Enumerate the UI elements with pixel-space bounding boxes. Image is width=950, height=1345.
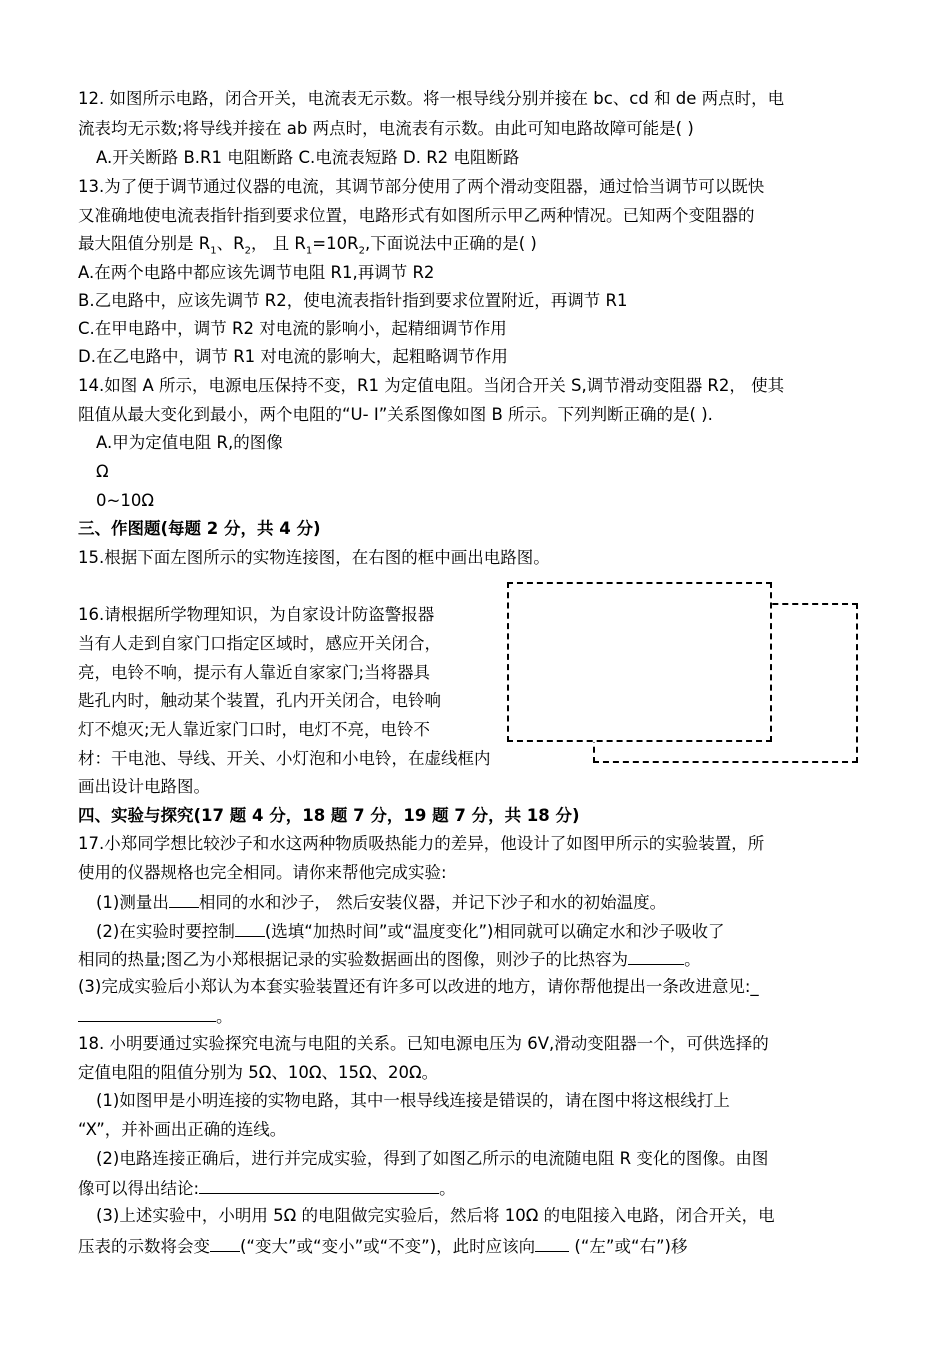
q18-line2: 定值电阻的阻值分别为 5Ω、10Ω、15Ω、20Ω。 xyxy=(78,1063,439,1082)
q18-part2-cont xyxy=(78,1176,456,1200)
q18-part1-cont: “X”，并补画出正确的连线。 xyxy=(78,1120,287,1139)
q18-part2-b: 像可以得出结论: xyxy=(78,1179,200,1198)
q18-part2-c: 。 xyxy=(439,1179,456,1198)
q18-line1: 18. 小明要通过实验探究电流与电阻的关系。已知电源电压为 6V,滑动变阻器一个，可供选择的 xyxy=(78,1034,769,1053)
q16-line6: 材：干电池、导线、开关、小灯泡和小电铃，在虚线框内 xyxy=(78,749,491,768)
q16-line2: 当有人走到自家门口指定区域时，感应开关闭合， xyxy=(78,634,441,653)
q13-option-c: C.在甲电路中，调节 R2 对电流的影响小，起精细调节作用 xyxy=(78,319,507,338)
q18-part3-cont xyxy=(78,1234,687,1258)
subscript-1b: 1 xyxy=(305,245,313,257)
answer-blank[interactable] xyxy=(78,1004,216,1022)
q16-line3: 亮，电铃不响，提示有人靠近自家家门;当将器具 xyxy=(78,663,431,682)
q13-line2: 又准确地使电流表指针指到要求位置，电路形式有如图所示甲乙两种情况。已知两个变阻器的 xyxy=(78,206,755,225)
answer-blank[interactable] xyxy=(169,890,199,908)
q17-part2-d: 。 xyxy=(684,950,701,969)
subscript-2b: 2 xyxy=(358,245,365,257)
q13-line3-e: ,下面说法中正确的是( ) xyxy=(364,234,537,253)
q17-line1: 17.小郑同学想比较沙子和水这两种物质吸热能力的差异，他设计了如图甲所示的实验装置，所 xyxy=(78,834,765,853)
q14-line1: 14.如图 A 所示，电源电压保持不变，R1 为定值电阻。当闭合开关 S,调节滑动变阻器 R2， 使其 xyxy=(78,376,785,395)
q17-part2-b: (选填“加热时间”或“温度变化”)相同就可以确定水和沙子吸收了 xyxy=(264,922,725,941)
q12-line1: 12. 如图所示电路，闭合开关，电流表无示数。将一根导线分别并接在 bc、cd 和 de 两点时，电 xyxy=(78,89,785,108)
q17-part2-c: 相同的热量;图乙为小郑根据记录的实验数据画出的图像，则沙子的比热容为 xyxy=(78,950,629,969)
q14-line2: 阻值从最大变化到最小，两个电阻的“U- I”关系图像如图 B 所示。下列判断正确的是( ). xyxy=(78,405,713,424)
q12-line2: 流表均无示数;将导线并接在 ab 两点时，电流表有示数。由此可知电路故障可能是( ) xyxy=(78,119,694,138)
answer-blank[interactable] xyxy=(535,1234,569,1252)
answer-blank[interactable] xyxy=(235,919,265,937)
q18-part3-c: (“变大”或“变小”或“不变”)，此时应该向 xyxy=(240,1237,536,1256)
q13-option-b: B.乙电路中，应该先调节 R2，使电流表指针指到要求位置附近，再调节 R1 xyxy=(78,291,628,310)
q13-line3-b: 、R xyxy=(216,234,245,253)
q13-line3-d: =10R xyxy=(312,234,359,253)
q17-part3-b: 。 xyxy=(216,1007,233,1026)
q17-part2-cont xyxy=(78,947,701,971)
answer-blank[interactable] xyxy=(210,1234,240,1252)
section3-heading: 三、作图题(每题 2 分，共 4 分) xyxy=(78,519,321,538)
q16-line5: 灯不熄灭;无人靠近家门口时，电灯不亮，电铃不 xyxy=(78,720,431,739)
q18-part1: (1)如图甲是小明连接的实物电路，其中一根导线连接是错误的，请在图中将这根线打上 xyxy=(96,1091,730,1110)
q13-line1: 13.为了便于调节通过仪器的电流，其调节部分使用了两个滑动变阻器，通过恰当调节可以既快 xyxy=(78,177,765,196)
answer-blank[interactable] xyxy=(199,1176,439,1194)
q16-line1: 16.请根据所学物理知识，为自家设计防盗警报器 xyxy=(78,605,435,624)
answer-box-front xyxy=(507,582,772,742)
q17-line2: 使用的仪器规格也完全相同。请你来帮他完成实验: xyxy=(78,863,447,882)
q13-option-d: D.在乙电路中，调节 R1 对电流的影响大，起粗略调节作用 xyxy=(78,347,508,366)
q13-option-a: A.在两个电路中都应该先调节电阻 R1,再调节 R2 xyxy=(78,263,435,282)
q17-part3-cont xyxy=(78,1004,233,1028)
q16-line7: 画出设计电路图。 xyxy=(78,777,210,796)
q17-part1-a: (1)测量出 xyxy=(96,893,169,912)
q14-omega: Ω xyxy=(96,462,109,481)
q13-line3-a: 最大阻值分别是 R xyxy=(78,234,211,253)
q17-part2-a: (2)在实验时要控制 xyxy=(96,922,235,941)
q17-part1-b: 相同的水和沙子， 然后安装仪器，并记下沙子和水的初始温度。 xyxy=(198,893,667,912)
section4-heading: 四、实验与探究(17 题 4 分，18 题 7 分，19 题 7 分，共 18 分) xyxy=(78,806,580,825)
q15-line1: 15.根据下面左图所示的实物连接图，在右图的框中画出电路图。 xyxy=(78,548,550,567)
q18-part3: (3)上述实验中，小明用 5Ω 的电阻做完实验后，然后将 10Ω 的电阻接入电路，闭合开关，电 xyxy=(96,1206,775,1225)
subscript-2: 2 xyxy=(244,245,251,257)
q14-option-a: A.甲为定值电阻 R,的图像 xyxy=(96,433,283,452)
answer-blank[interactable] xyxy=(628,947,684,965)
q12-options: A.开关断路 B.R1 电阻断路 C.电流表短路 D. R2 电阻断路 xyxy=(96,148,520,167)
q17-part3: (3)完成实验后小郑认为本套实验装置还有许多可以改进的地方，请你帮他提出一条改进意见:_ xyxy=(78,977,759,996)
q14-range: 0~10Ω xyxy=(96,491,154,510)
q13-line3 xyxy=(78,233,537,262)
q18-part2: (2)电路连接正确后，进行并完成实验，得到了如图乙所示的电流随电阻 R 变化的图像。由图 xyxy=(96,1149,769,1168)
q17-part2 xyxy=(96,919,724,943)
q13-line3-c: ， 且 R xyxy=(250,234,306,253)
q17-part1 xyxy=(96,890,666,914)
q16-line4: 匙孔内时，触动某个装置，孔内开关闭合，电铃响 xyxy=(78,691,441,710)
q18-part3-d: (“左”或“右”)移 xyxy=(569,1237,688,1256)
subscript-1: 1 xyxy=(210,245,217,257)
q18-part3-b: 压表的示数将会变 xyxy=(78,1237,210,1256)
